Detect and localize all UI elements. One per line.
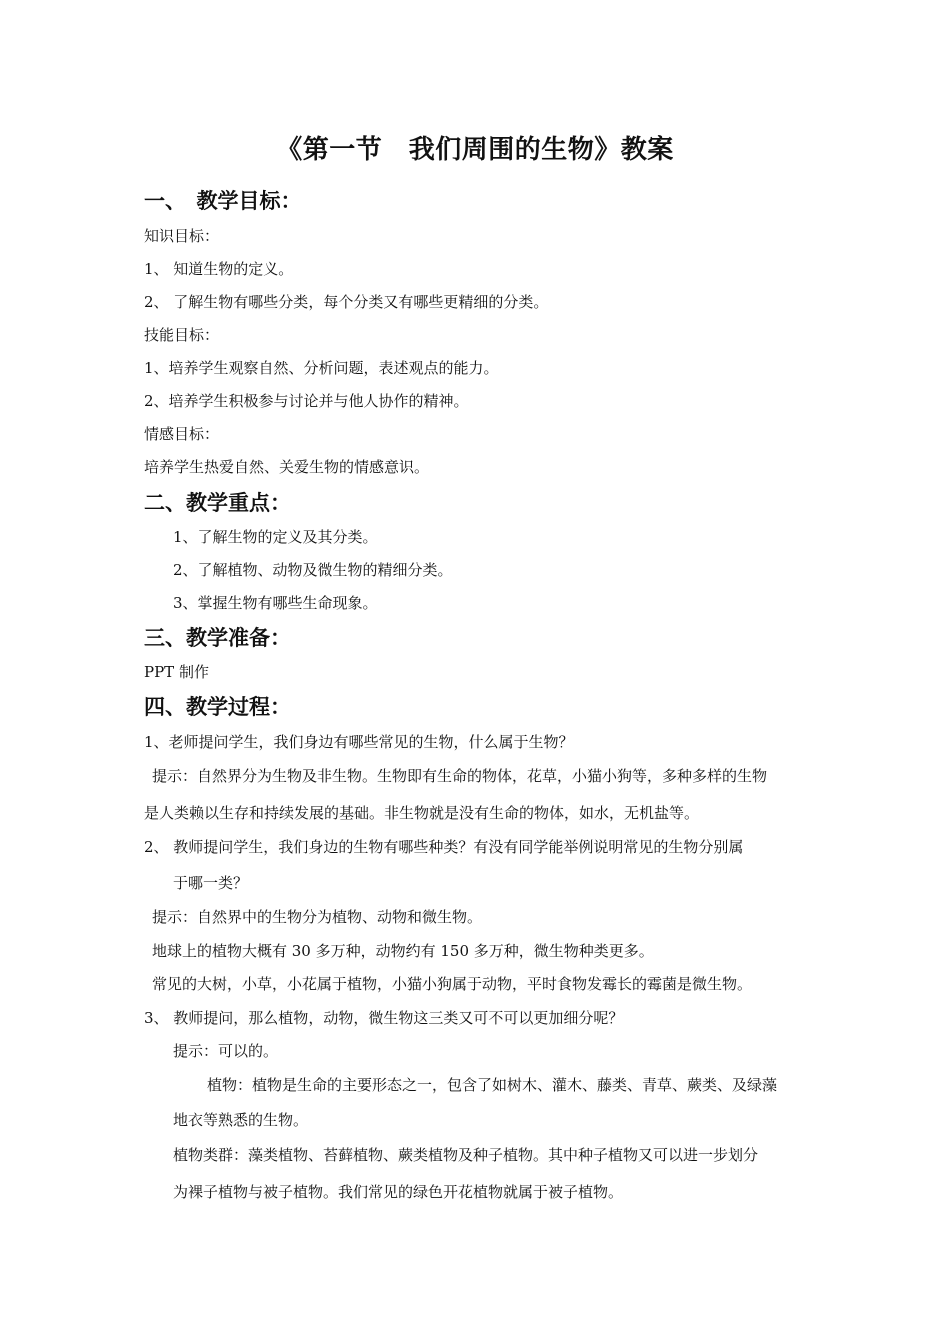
process-answer-1-line-1: 提示：自然界分为生物及非生物。生物即有生命的物体，花草，小猫小狗等，多种多样的生物: [152, 767, 768, 785]
process-answer-2-line-1: 提示：自然界中的生物分为植物、动物和微生物。: [152, 908, 483, 926]
process-answer-3: 提示：可以的。: [173, 1042, 279, 1060]
section-heading-process: 四、教学过程：: [144, 694, 291, 719]
preparation-item: PPT 制作: [144, 663, 209, 681]
emotion-objectives-label: 情感目标：: [144, 425, 220, 443]
plant-definition-line-2: 地衣等熟悉的生物。: [173, 1111, 309, 1129]
skill-objectives-label: 技能目标：: [144, 326, 220, 344]
section-heading-objectives: 一、 教学目标：: [144, 188, 302, 213]
knowledge-objectives-label: 知识目标：: [144, 227, 220, 245]
plant-definition-line-1: 植物：植物是生命的主要形态之一，包含了如树木、灌木、藤类、青草、蕨类、及绿藻: [207, 1076, 778, 1094]
document-title: 《第一节 我们周围的生物》教案: [276, 135, 674, 165]
process-question-3: 3、 教师提问，那么植物，动物，微生物这三类又可不可以更加细分呢？: [144, 1009, 624, 1027]
emotion-objective-1: 培养学生热爱自然、关爱生物的情感意识。: [144, 458, 430, 476]
process-question-1: 1、老师提问学生，我们身边有哪些常见的生物，什么属于生物？: [144, 733, 574, 751]
skill-objective-1: 1、培养学生观察自然、分析问题，表述观点的能力。: [144, 359, 499, 377]
plant-groups-line-2: 为裸子植物与被子植物。我们常见的绿色开花植物就属于被子植物。: [173, 1183, 624, 1201]
key-point-2: 2、了解植物、动物及微生物的精细分类。: [173, 561, 453, 579]
process-answer-2-line-3: 常见的大树，小草，小花属于植物，小猫小狗属于动物，平时食物发霉长的霉菌是微生物。: [152, 975, 753, 993]
section-heading-key-points: 二、教学重点：: [144, 490, 291, 515]
key-point-3: 3、掌握生物有哪些生命现象。: [173, 594, 378, 612]
process-question-2-line-2: 于哪一类？: [173, 874, 249, 892]
process-answer-2-line-2: 地球上的植物大概有 30 多万种，动物约有 150 多万种，微生物种类更多。: [152, 942, 654, 960]
plant-groups-line-1: 植物类群：藻类植物、苔藓植物、蕨类植物及种子植物。其中种子植物又可以进一步划分: [173, 1146, 759, 1164]
section-heading-preparation: 三、教学准备：: [144, 625, 291, 650]
process-answer-1-line-2: 是人类赖以生存和持续发展的基础。非生物就是没有生命的物体，如水，无机盐等。: [144, 804, 700, 822]
knowledge-objective-1: 1、 知道生物的定义。: [144, 260, 294, 278]
knowledge-objective-2: 2、 了解生物有哪些分类，每个分类又有哪些更精细的分类。: [144, 293, 549, 311]
skill-objective-2: 2、培养学生积极参与讨论并与他人协作的精神。: [144, 392, 469, 410]
process-question-2-line-1: 2、 教师提问学生，我们身边的生物有哪些种类？有没有同学能举例说明常见的生物分别属: [144, 838, 744, 856]
key-point-1: 1、了解生物的定义及其分类。: [173, 528, 378, 546]
